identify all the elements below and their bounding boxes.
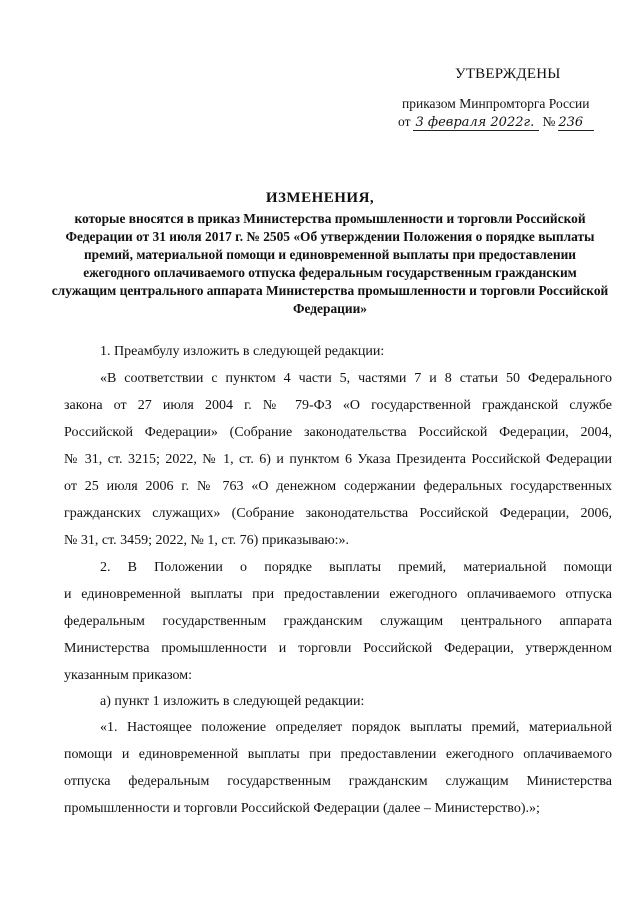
body-line: и единовременной выплаты при предоставлении ежегодного оплачиваемого отпуска [64, 587, 612, 602]
handwritten-number: 236 [558, 115, 594, 131]
paragraph-1-heading: 1. Преамбулу изложить в следующей редакции: [100, 344, 385, 359]
body-line: «1. Настоящее положение определяет порядок выплаты премий, материальной [100, 720, 612, 735]
date-prefix: от [398, 114, 411, 129]
body-line: помощи и единовременной выплаты при предоставлении ежегодного оплачиваемого [64, 747, 612, 762]
body-line: от 25 июля 2006 г. № 763 «О денежном содержании федеральных государственных [64, 479, 612, 494]
order-reference: приказом Минпромторга России [402, 96, 590, 111]
body-line: Министерства промышленности и торговли Российской Федерации, утвержденном [64, 641, 612, 656]
handwritten-date: 3 февраля 2022г. [413, 115, 539, 131]
body-line: отпуска федеральным государственным гражданским служащим Министерства [64, 774, 612, 789]
paragraph-2-heading: 2. В Положении о порядке выплаты премий, материальной помощи [100, 560, 612, 575]
body-line: промышленности и торговли Российской Федерации (далее – Министерство).»; [64, 801, 540, 816]
body-line: № 31, ст. 3459; 2022, № 1, ст. 76) приказываю:». [64, 533, 350, 548]
number-prefix: № [542, 114, 556, 129]
body-line: указанным приказом: [64, 668, 193, 683]
approved-title: УТВЕРЖДЕНЫ [455, 66, 561, 82]
body-line: № 31, ст. 3215; 2022, № 1, ст. 6) и пунктом 6 Указа Президента Российской Федерации [64, 452, 612, 467]
document-title: ИЗМЕНЕНИЯ, [265, 190, 375, 206]
body-line: «В соответствии с пунктом 4 части 5, частями 7 и 8 статьи 50 Федерального [100, 371, 612, 386]
document-subtitle: которые вносятся в приказ Министерства промышленности и торговли Российской Федерации от 31 июля 2017 г. № 2505 «Об утверждении Положения о порядке выплаты премий, материальной помощи и единовременной выплаты при предоставлении ежегодного оплачиваемого отпуска федеральным государственным гражданским служащим центрального аппарата Министерства промышленности и торговли Российской Федерации» [51, 211, 609, 316]
order-date-line [398, 114, 594, 131]
body-line: гражданских служащих» (Собрание законодательства Российской Федерации, 2006, [64, 506, 612, 521]
body-line: Российской Федерации» (Собрание законодательства Российской Федерации, 2004, [64, 425, 612, 440]
subparagraph-a: а) пункт 1 изложить в следующей редакции: [100, 694, 365, 709]
body-line: закона от 27 июля 2004 г. № 79-ФЗ «О государственной гражданской службе [64, 398, 612, 413]
body-line: федеральным государственным гражданским служащим центрального аппарата [64, 614, 612, 629]
